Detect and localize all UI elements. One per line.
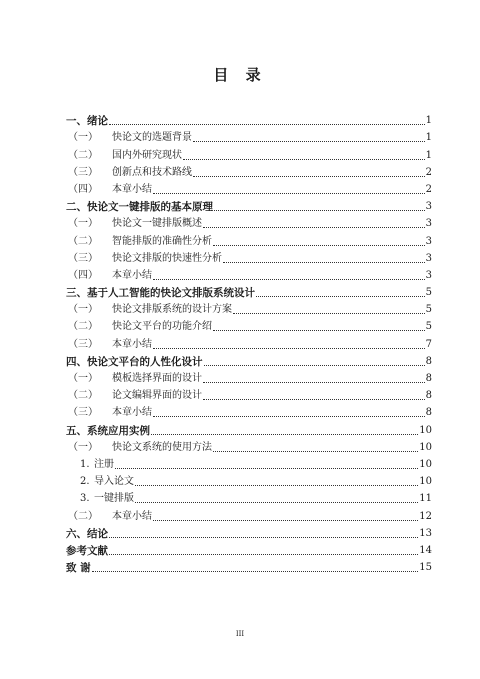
toc-entry-text: 六、结论 <box>66 527 108 540</box>
toc-section-entry[interactable] <box>66 230 432 247</box>
toc-entry-label <box>66 184 152 196</box>
toc-entry-label <box>66 304 232 316</box>
toc-entry-page: 1 <box>425 149 432 161</box>
toc-entry-page: 8 <box>425 390 432 402</box>
toc-entry-text: 论文编辑界面的设计 <box>112 390 202 402</box>
toc-section-entry[interactable] <box>66 265 432 282</box>
dot-leader <box>151 434 418 435</box>
toc-entry-page: 8 <box>425 407 432 419</box>
toc-entry-number: 3. <box>80 493 90 505</box>
toc-entry-label <box>66 511 152 523</box>
toc-entry-label <box>66 270 152 282</box>
toc-entry-page: 1 <box>425 132 432 144</box>
dot-leader <box>213 451 418 452</box>
toc-entry-label <box>66 425 150 437</box>
dot-leader <box>233 313 425 314</box>
toc-entry-label <box>66 253 222 265</box>
page-number: III <box>235 630 245 638</box>
toc-subsection-entry[interactable] <box>66 454 432 471</box>
dot-leader <box>115 468 418 469</box>
toc-entry-page: 3 <box>425 218 432 230</box>
dot-leader <box>135 485 418 486</box>
toc-section-entry[interactable] <box>66 402 432 419</box>
toc-entry-page: 10 <box>419 476 432 488</box>
toc-section-entry[interactable] <box>66 162 432 179</box>
toc-entry-page: 1 <box>425 115 432 127</box>
toc-entry-text: 四、快论文平台的人性化设计 <box>66 355 203 368</box>
toc-subsection-entry[interactable] <box>66 488 432 505</box>
toc-entry-text: 本章小结 <box>112 407 152 419</box>
toc-entry-page: 5 <box>425 321 432 333</box>
toc-section-entry[interactable] <box>66 505 432 522</box>
toc-entry-page: 2 <box>425 166 432 178</box>
dot-leader <box>183 159 425 160</box>
toc-entry-text: 创新点和技术路线 <box>112 166 192 178</box>
toc-chapter-entry[interactable] <box>66 419 432 436</box>
toc-entry-label <box>66 201 213 213</box>
toc-section-entry[interactable] <box>66 127 432 144</box>
toc-entry-text: 模板选择界面的设计 <box>112 373 202 384</box>
toc-entry-number: （三） <box>68 166 98 178</box>
toc-entry-number: （二） <box>68 321 98 333</box>
toc-section-entry[interactable] <box>66 179 432 196</box>
toc-entry-label <box>66 356 203 368</box>
dot-leader <box>203 227 425 228</box>
toc-entry-text: 一键排版 <box>94 493 134 505</box>
toc-entry-number: （四） <box>68 183 98 195</box>
toc-entry-page: 10 <box>419 424 432 436</box>
toc-entry-number: （二） <box>68 235 98 247</box>
toc-entry-text: 注册 <box>94 458 114 470</box>
toc-entry-text: 本章小结 <box>112 269 152 281</box>
dot-leader <box>92 571 419 572</box>
toc-entry-text: 本章小结 <box>112 183 152 195</box>
toc-entry-number: 1. <box>80 458 90 470</box>
toc-entry-label <box>66 442 212 454</box>
toc-entry-text: 三、基于人工智能的快论文排版系统设计 <box>66 287 255 300</box>
toc-entry-text: 二、快论文一键排版的基本原理 <box>66 201 213 214</box>
toc-entry-label <box>66 476 134 488</box>
toc-entry-page: 3 <box>425 201 432 213</box>
toc-entry-number: （三） <box>68 338 98 350</box>
toc-entry-number: （二） <box>68 510 98 522</box>
dot-leader <box>193 176 425 177</box>
toc-section-entry[interactable] <box>66 368 432 385</box>
toc-chapter-entry[interactable] <box>66 282 432 299</box>
toc-entry-label <box>66 150 182 162</box>
dot-leader <box>153 279 425 280</box>
toc-entry-text: 本章小结 <box>112 510 152 522</box>
toc-entry-page: 5 <box>425 304 432 316</box>
toc-entry-label <box>66 339 152 351</box>
toc-entry-label <box>66 562 91 574</box>
toc-entry-label <box>66 390 202 402</box>
toc-section-entry[interactable] <box>66 385 432 402</box>
toc-entry-label <box>66 115 108 127</box>
dot-leader <box>153 193 425 194</box>
toc-entry-label <box>66 132 192 144</box>
toc-entry-label <box>66 493 134 505</box>
toc-entry-page: 8 <box>425 355 432 367</box>
dot-leader <box>203 399 425 400</box>
dot-leader <box>109 124 425 125</box>
toc-entry-number: （一） <box>68 441 98 453</box>
toc-entry-label <box>66 167 192 179</box>
toc-entry-number: （一） <box>68 373 98 384</box>
toc-chapter-entry[interactable] <box>66 196 432 213</box>
toc-entry-number: （四） <box>68 269 98 281</box>
toc-entry-number: （一） <box>68 218 98 230</box>
toc-section-entry[interactable] <box>66 437 432 454</box>
toc-subsection-entry[interactable] <box>66 471 432 488</box>
toc-entry-text: 快论文的选题背景 <box>112 132 192 144</box>
dot-leader <box>214 210 425 211</box>
toc-entry-number: （二） <box>68 390 98 402</box>
toc-entry-label <box>66 373 202 385</box>
toc-entry-page: 8 <box>425 373 432 384</box>
toc-entry-label <box>66 218 202 230</box>
toc-chapter-entry[interactable] <box>66 351 432 368</box>
dot-leader <box>213 245 425 246</box>
toc-entry-label <box>66 545 108 557</box>
dot-leader <box>153 416 425 417</box>
toc-section-entry[interactable] <box>66 299 432 316</box>
toc-chapter-entry[interactable] <box>66 523 432 540</box>
dot-leader <box>223 262 425 263</box>
dot-leader <box>135 502 418 503</box>
toc-chapter-entry[interactable] <box>66 557 432 574</box>
toc-entry-page: 10 <box>419 441 432 453</box>
toc-entry-text: 五、系统应用实例 <box>66 424 150 437</box>
dot-leader <box>153 348 425 349</box>
toc-section-entry[interactable] <box>66 144 432 161</box>
toc-entry-page: 2 <box>425 183 432 195</box>
toc-entry-number: （一） <box>68 132 98 144</box>
dot-leader <box>109 537 418 538</box>
toc-entry-page: 10 <box>419 458 432 470</box>
table-of-contents <box>66 110 432 574</box>
toc-entry-text: 国内外研究现状 <box>112 149 182 161</box>
toc-entry-label <box>66 528 108 540</box>
toc-entry-text: 快论文系统的使用方法 <box>112 441 212 453</box>
dot-leader <box>203 382 425 383</box>
dot-leader <box>204 365 425 366</box>
dot-leader <box>153 520 418 521</box>
toc-entry-text: 一、绪论 <box>66 115 108 128</box>
toc-section-entry[interactable] <box>66 248 432 265</box>
toc-entry-label <box>66 407 152 419</box>
toc-entry-number: 2. <box>80 476 90 488</box>
toc-section-entry[interactable] <box>66 316 432 333</box>
toc-entry-page: 3 <box>425 252 432 264</box>
toc-entry-text: 智能排版的准确性分析 <box>112 235 212 247</box>
toc-entry-text: 快论文排版的快速性分析 <box>112 252 222 264</box>
dot-leader <box>193 141 425 142</box>
toc-entry-page: 3 <box>425 235 432 247</box>
toc-entry-page: 14 <box>419 544 432 556</box>
toc-entry-label <box>66 321 212 333</box>
toc-entry-page: 3 <box>425 269 432 281</box>
toc-entry-label <box>66 236 212 248</box>
toc-title: 目 录 <box>213 66 267 84</box>
dot-leader <box>213 330 425 331</box>
toc-entry-text: 快论文排版系统的设计方案 <box>112 304 232 316</box>
toc-entry-label <box>66 287 255 299</box>
toc-entry-text: 参考文献 <box>66 544 108 557</box>
toc-entry-page: 5 <box>425 287 432 299</box>
toc-chapter-entry[interactable] <box>66 540 432 557</box>
toc-entry-text: 快论文一键排版概述 <box>112 218 202 230</box>
toc-entry-number: （三） <box>68 407 98 419</box>
toc-section-entry[interactable] <box>66 333 432 350</box>
toc-entry-text: 致 谢 <box>66 562 91 575</box>
toc-entry-page: 7 <box>425 338 432 350</box>
toc-entry-number: （二） <box>68 149 98 161</box>
toc-entry-page: 11 <box>419 493 432 505</box>
toc-entry-label <box>66 459 114 471</box>
toc-entry-number: （一） <box>68 304 98 316</box>
toc-entry-number: （三） <box>68 252 98 264</box>
toc-entry-text: 快论文平台的功能介绍 <box>112 321 212 333</box>
dot-leader <box>109 554 418 555</box>
toc-entry-text: 导入论文 <box>94 476 134 488</box>
toc-entry-text: 本章小结 <box>112 338 152 350</box>
toc-chapter-entry[interactable] <box>66 110 432 127</box>
dot-leader <box>256 296 425 297</box>
toc-entry-page: 15 <box>419 562 432 574</box>
toc-entry-page: 12 <box>419 510 432 522</box>
toc-section-entry[interactable] <box>66 213 432 230</box>
toc-entry-page: 13 <box>419 527 432 539</box>
